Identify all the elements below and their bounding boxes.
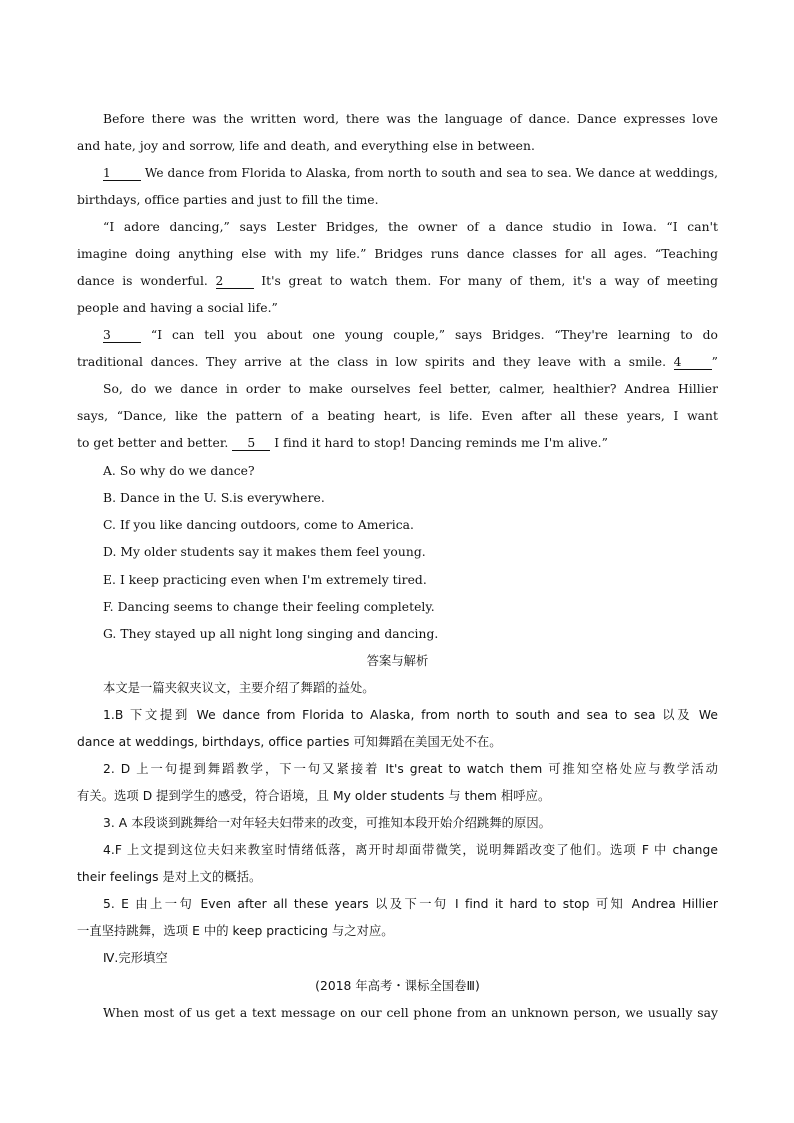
answer-2: 2. D 上一句提到舞蹈教学，下一句又紧接着 It's great to watch them 可推知空格处应与教学活动 (103, 762, 718, 776)
passage-text: I find it hard to stop! Dancing reminds me I'm alive.” (270, 436, 608, 450)
passage-line: imagine doing anything else with my life.” Bridges runs dance classes for all ages. “Teaching (77, 247, 718, 261)
passage-text: traditional dances. They arrive at the class in low spirits and they leave with a smile. (77, 355, 674, 369)
passage-line: birthdays, office parties and just to fill the time. (77, 193, 379, 207)
passage-text: “I can tell you about one young couple,” says Bridges. “They're learning to do (141, 328, 718, 342)
passage-line-blank-2 (77, 272, 718, 290)
blank-5[interactable]: 5 (232, 436, 270, 451)
passage-line: people and having a social life.” (77, 301, 278, 315)
cloze-first-line: When most of us get a text message on our cell phone from an unknown person, we usually say (103, 1006, 718, 1020)
option-g[interactable]: G. They stayed up all night long singing and dancing. (103, 627, 439, 641)
passage-line-blank-4 (77, 353, 718, 371)
section-title: Ⅳ.完形填空 (103, 951, 168, 965)
answer-4-cont: their feelings 是对上文的概括。 (77, 870, 262, 884)
answer-3: 3. A 本段谈到跳舞给一对年轻夫妇带来的改变，可推知本段开始介绍跳舞的原因。 (103, 816, 552, 830)
passage-line-blank-5 (77, 434, 718, 452)
option-e[interactable]: E. I keep practicing even when I'm extremely tired. (103, 573, 427, 587)
passage-line-blank-3 (103, 326, 718, 344)
option-c[interactable]: C. If you like dancing outdoors, come to America. (103, 518, 414, 532)
option-d[interactable]: D. My older students say it makes them feel young. (103, 545, 426, 559)
passage-line-blank-1 (103, 164, 718, 182)
passage-text: We dance from Florida to Alaska, from north to south and sea to sea. We dance at weddings, (141, 166, 718, 180)
answers-intro: 本文是一篇夹叙夹议文，主要介绍了舞蹈的益处。 (103, 681, 375, 695)
answer-5-cont: 一直坚持跳舞，选项 E 中的 keep practicing 与之对应。 (77, 924, 394, 938)
option-a[interactable]: A. So why do we dance? (103, 464, 255, 478)
passage-text: It's great to watch them. For many of them, it's a way of meeting (253, 274, 718, 288)
answer-2-cont: 有关。选项 D 提到学生的感受，符合语境，且 My older students 与 them 相呼应。 (77, 789, 551, 803)
passage-text: dance is wonderful. (77, 274, 216, 288)
passage-line: Before there was the written word, there was the language of dance. Dance expresses love (103, 112, 718, 126)
passage-line: So, do we dance in order to make ourselves feel better, calmer, healthier? Andrea Hillier (103, 382, 718, 396)
blank-2[interactable]: 2 (216, 274, 254, 289)
blank-3[interactable]: 3 (103, 328, 141, 343)
passage-text: to get better and better. (77, 436, 233, 450)
passage-text: ” (711, 355, 718, 369)
answer-1-cont: dance at weddings, birthdays, office parties 可知舞蹈在美国无处不在。 (77, 735, 502, 749)
passage-line: and hate, joy and sorrow, life and death, and everything else in between. (77, 139, 535, 153)
option-b[interactable]: B. Dance in the U. S.is everywhere. (103, 491, 325, 505)
passage-line: “I adore dancing,” says Lester Bridges, the owner of a dance studio in Iowa. “I can't (103, 220, 718, 234)
answer-1: 1.B 下文提到 We dance from Florida to Alaska, from north to south and sea to sea 以及 We (103, 708, 718, 722)
blank-4[interactable]: 4 (674, 355, 712, 370)
answers-heading: 答案与解析 (366, 654, 429, 668)
section-source: (2018 年高考・课标全国卷Ⅲ) (315, 979, 480, 993)
answer-4: 4.F 上文提到这位夫妇来教室时情绪低落，离开时却面带微笑，说明舞蹈改变了他们。选项 F 中 change (103, 843, 718, 857)
answer-5: 5. E 由上一句 Even after all these years 以及下一句 I find it hard to stop 可知 Andrea Hillier (103, 897, 718, 911)
option-f[interactable]: F. Dancing seems to change their feeling completely. (103, 600, 435, 614)
passage-line: says, “Dance, like the pattern of a beating heart, is life. Even after all these years, I want (77, 409, 718, 423)
blank-1[interactable]: 1 (103, 166, 141, 181)
